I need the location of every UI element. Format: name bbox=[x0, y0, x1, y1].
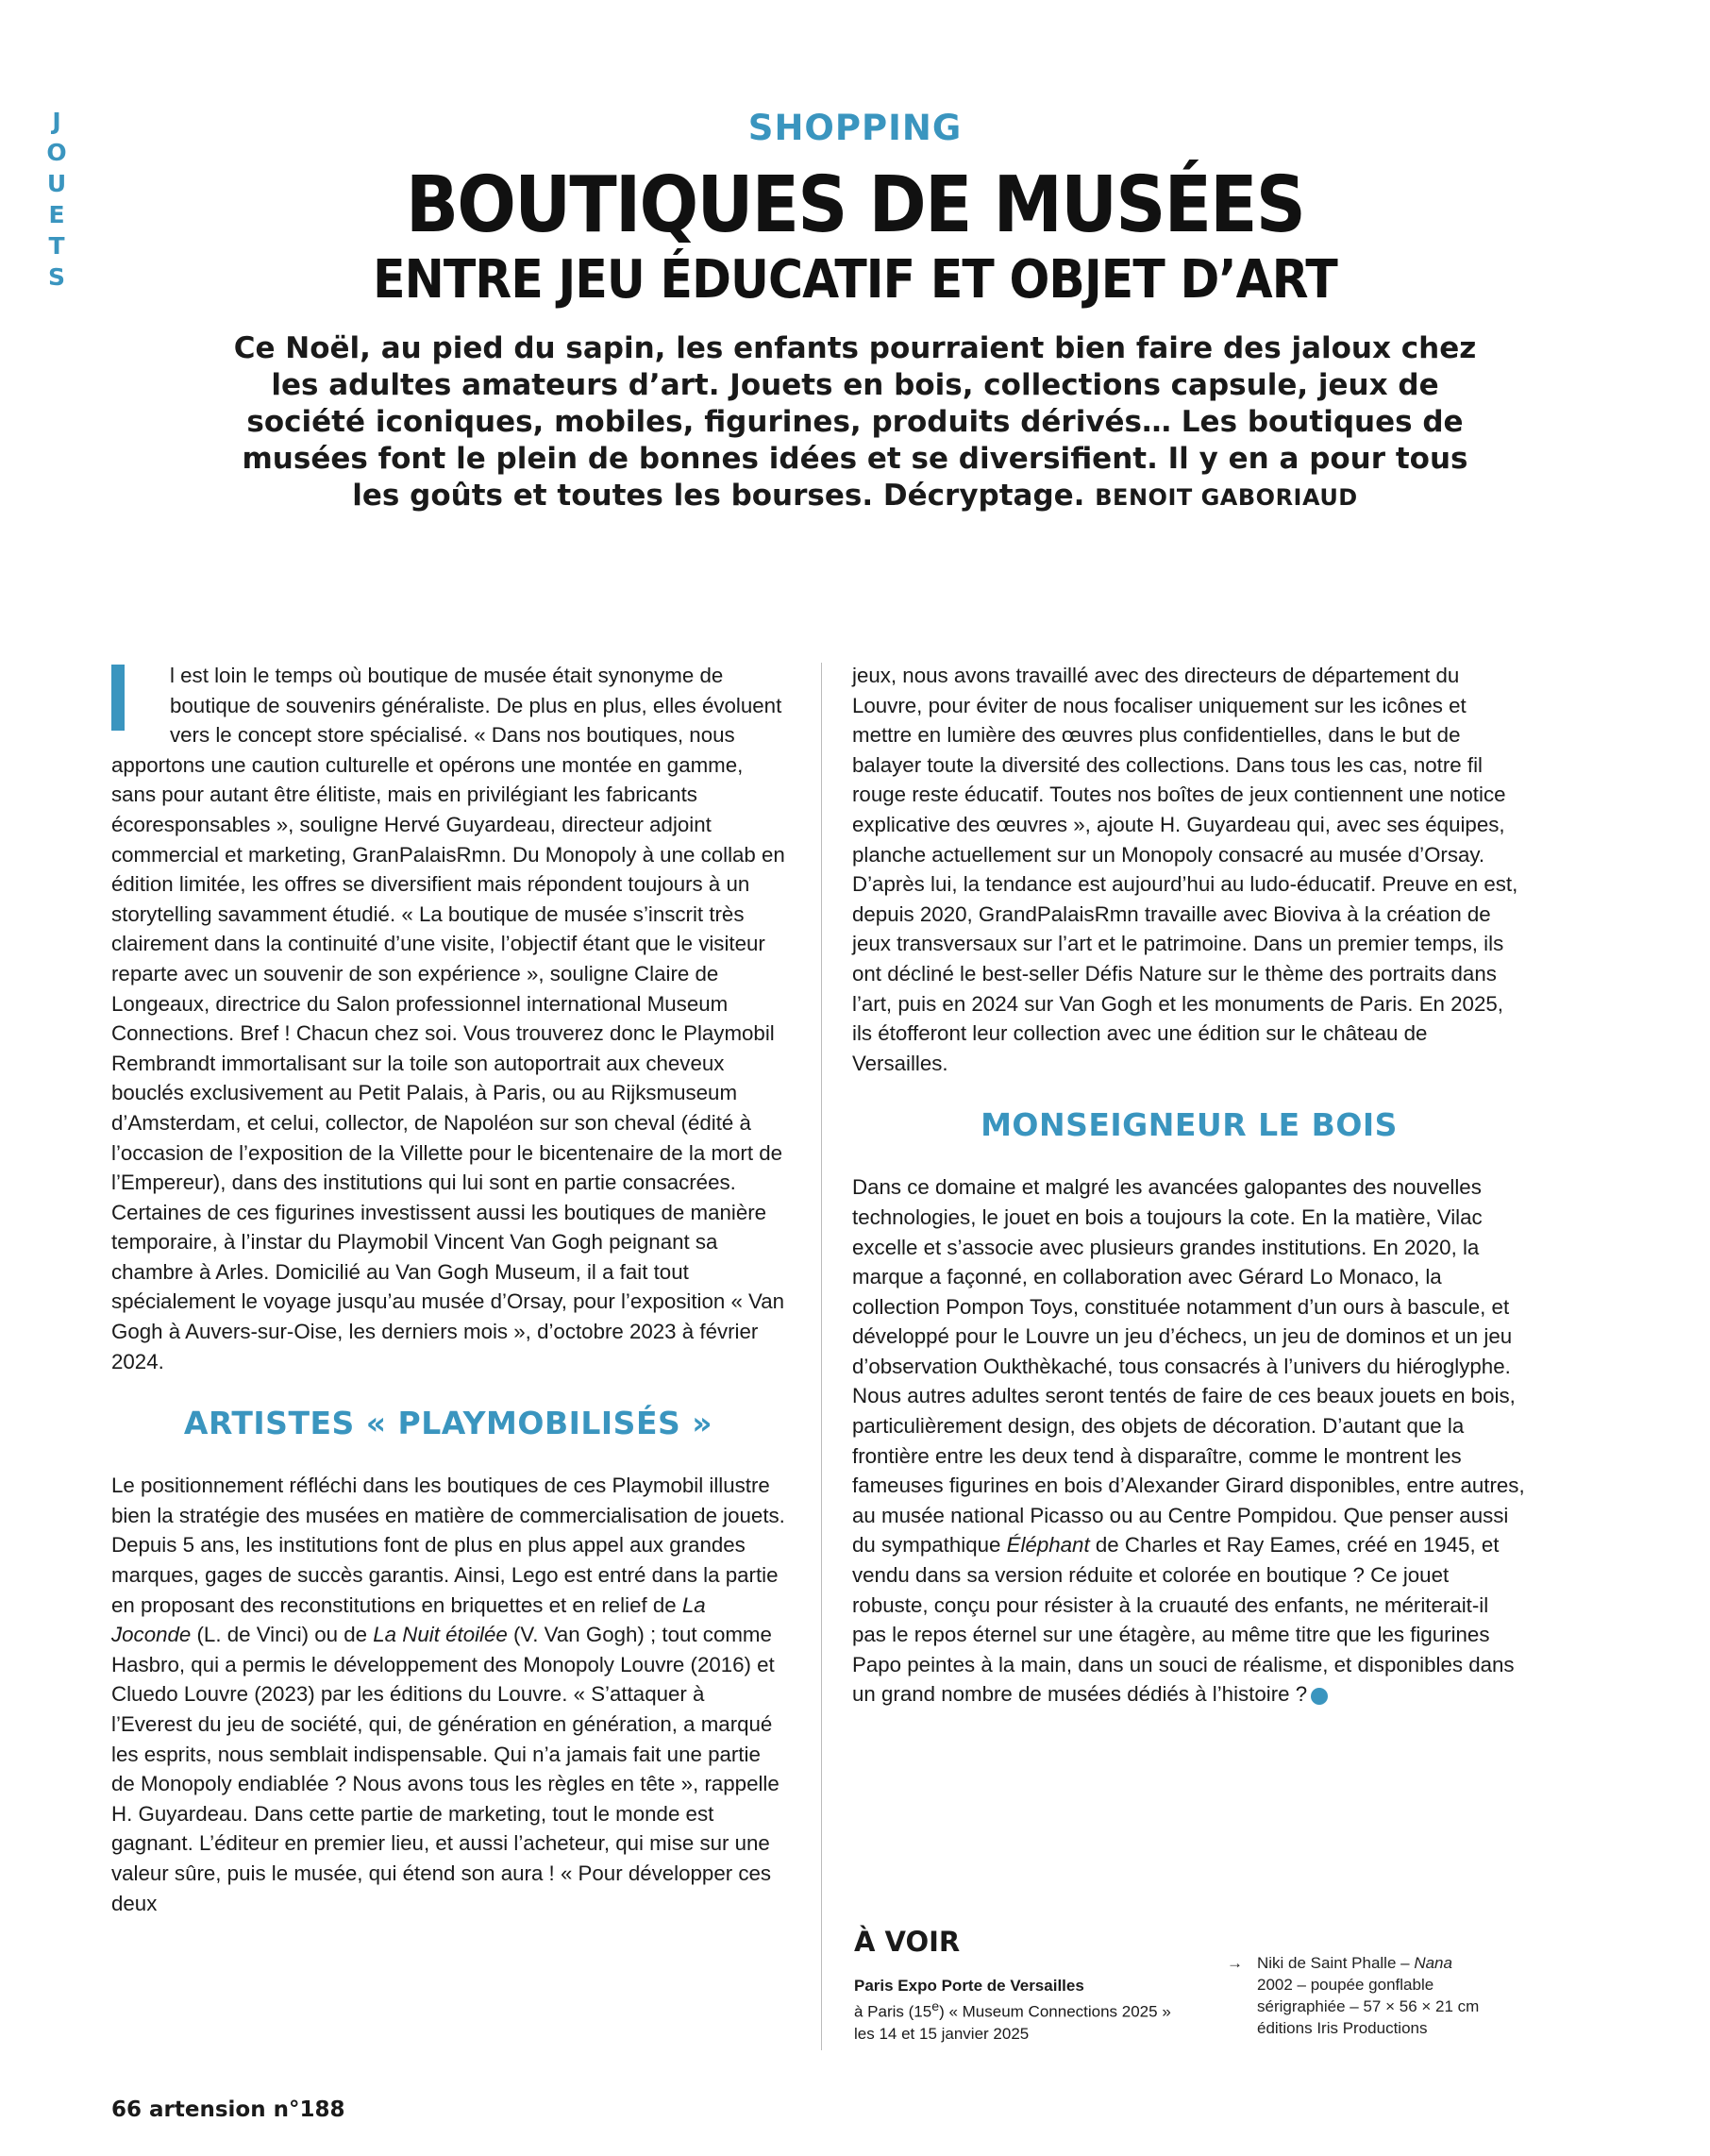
body-text: l est loin le temps où boutique de musée était synonyme de boutique de souvenirs généraliste. De plus en plus, elles évoluent vers le concept store spécialisé. « Dans nos boutiques, nous apportons une caution culturelle et opérons une montée en gamme, sans pour autant être élitiste, mais en privilégiant les fabricants écoresponsables », souligne Hervé Guyardeau, directeur adjoint commercial et marketing, GranPalaisRmn. Du Monopoly à une collab en édition limitée, les offres se diversifient mais répondent toujours à un storytelling savamment étudié. « La boutique de musée s’inscrit très clairement dans la continuité d’une visite, l’objectif étant que le visiteur reparte avec un souvenir de son expérience », souligne Claire de Longeaux, directrice du Salon professionnel international Museum Connections. Bref ! Chacun chez soi. Vous trouverez donc le Playmobil Rembrandt immortalisant sur la toile son autoportrait aux cheveux bouclés exclusivement au Petit Palais, à Paris, ou au Rijksmuseum d’Amsterdam, et celui, collector, de Napoléon sur son cheval (édité à l’occasion de l’exposition de la Villette pour le bicentenaire de la mort de l’Empereur), dans des institutions qui lui sont en partie consacrées. Certaines de ces figurines investissent aussi les boutiques de manière temporaire, à l’instar du Playmobil Vincent Van Gogh peignant sa chambre à Arles. Domicilié au Van Gogh Museum, il a fait tout spécialement le voyage jusqu’au musée d’Orsay, pour l’exposition « Van Gogh à Auvers-sur-Oise, les derniers mois », d’octobre 2023 à février 2024. bbox=[111, 664, 785, 1373]
section-tab-letter: U bbox=[46, 170, 67, 197]
section-tab-letter: O bbox=[46, 139, 67, 166]
a-voir-title: À VOIR bbox=[854, 1926, 961, 1958]
a-voir-detail-sup: e bbox=[931, 1999, 940, 2014]
body-text: jeux, nous avons travaillé avec des directeurs de département du Louvre, pour éviter de nous focaliser uniquement sur les icônes et mettre en lumière des œuvres plus confidentielles, dans le but de balayer toute la diversité des collections. Dans tous les cas, notre fil rouge reste éducatif. Toutes nos boîtes de jeux contiennent une notice explicative des œuvres », ajoute H. Guyardeau qui, avec ses équipes, planche actuellement sur un Monopoly consacré au musée d’Orsay. D’après lui, la tendance est aujourd’hui au ludo-éducatif. Preuve en est, depuis 2020, GrandPalaisRmn travaille avec Bioviva à la création de jeux transversaux sur l’art et le patrimoine. Dans un premier temps, ils ont décliné le best-seller Défis Nature sur le thème des portraits dans l’art, puis en 2024 sur Van Gogh et les monuments de Paris. En 2025, ils étofferont leur collection avec une édition sur le château de Versailles. bbox=[852, 664, 1518, 1075]
body-paragraph bbox=[111, 1471, 785, 1918]
section-kicker: SHOPPING bbox=[747, 108, 963, 148]
a-voir-detail-text: à Paris (15 bbox=[854, 2002, 932, 2021]
subhead-artistes: ARTISTES « PLAYMOBILISÉS » bbox=[183, 1405, 713, 1442]
caption-line bbox=[1257, 1952, 1538, 1974]
end-of-article-dot-icon bbox=[1311, 1688, 1328, 1705]
lede-paragraph bbox=[226, 330, 1484, 516]
a-voir-venue: Paris Expo Porte de Versailles bbox=[854, 1977, 1084, 1995]
artwork-title: La Nuit étoilée bbox=[373, 1623, 508, 1647]
column-divider bbox=[821, 663, 822, 2050]
arrow-right-icon: → bbox=[1227, 1954, 1243, 1972]
body-text: de Charles et Ray Eames, créé en 1945, et vendu dans sa version réduite et colorée en boutique ? Ce jouet robuste, conçu pour résister à la cruauté des enfants, ne mériterait-il pas le repos éternel sur une étagère, au même titre que les figurines Papo peintes à la main, dans un souci de réalisme, et disponibles dans un grand nombre de musées dédiés à l’histoire ? bbox=[852, 1533, 1515, 1707]
body-text: Le positionnement réfléchi dans les boutiques de ces Playmobil illustre bien la stratégie des musées en matière de commercialisation de jouets. Depuis 5 ans, les institutions font de plus en plus appel aux grandes marques, gages de succès garantis. Ainsi, Lego est entré dans la partie en proposant des reconstitutions en briquettes et en relief de bbox=[111, 1474, 785, 1617]
page-title: BOUTIQUES DE MUSÉES bbox=[405, 160, 1305, 250]
body-text: (L. de Vinci) ou de bbox=[191, 1623, 374, 1647]
section-tab-letter: T bbox=[48, 232, 65, 260]
caption-line: sérigraphiée – 57 × 56 × 21 cm bbox=[1257, 1997, 1480, 2015]
author-byline: BENOIT GABORIAUD bbox=[1095, 484, 1358, 511]
body-paragraph bbox=[111, 661, 785, 1376]
artwork-title: Éléphant bbox=[1006, 1533, 1090, 1558]
artwork-title: La Joconde bbox=[111, 1592, 706, 1647]
section-tab-letter: J bbox=[52, 108, 61, 135]
section-tab-letter: E bbox=[48, 201, 65, 228]
section-tab-letter: S bbox=[47, 263, 65, 291]
body-text: Dans ce domaine et malgré les avancées galopantes des nouvelles technologies, le jouet en bois a toujours la cote. En la matière, Vilac excelle et s’associe avec plusieurs grandes institutions. En 2020, la marque a façonné, en collaboration avec Gérard Lo Monaco, la collection Pompon Toys, constituée notamment d’un ours à bascule, et développé pour le Louvre un jeu d’échecs, un jeu de dominos et un jeu d’observation Oukthèkaché, tous consacrés à l’univers du hiéroglyphe. Nous autres adultes seront tentés de faire de ces beaux jouets en bois, particulièrement design, des objets de décoration. D’autant que la frontière entre les deux tend à disparaître, comme le montrent les fameuses figurines en bois d’Alexander Girard disponibles, entre autres, au musée national Picasso ou au Centre Pompidou. Que penser aussi du sympathique bbox=[852, 1175, 1525, 1558]
a-voir-detail-text: ) « Museum Connections 2025 » les 14 et 15 janvier 2025 bbox=[854, 2002, 1171, 2043]
caption-line: 2002 – poupée gonflable bbox=[1257, 1976, 1434, 1994]
caption-line: éditions Iris Productions bbox=[1257, 2019, 1428, 2037]
lede-text: Ce Noël, au pied du sapin, les enfants pourraient bien faire des jaloux chez les adultes amateurs d’art. Jouets en bois, collections capsule, jeux de société iconiques, mobiles, figurines, produits dérivés… Les boutiques de musées font le plein de bonnes idées et se diversifient. Il y en a pour tous les goûts et toutes les bourses. Décryptage. bbox=[233, 331, 1477, 513]
drop-cap-bar bbox=[111, 665, 125, 731]
page-subtitle: ENTRE JEU ÉDUCATIF ET OBJET D’ART bbox=[373, 249, 1337, 311]
subhead-monseigneur: MONSEIGNEUR LE BOIS bbox=[981, 1106, 1398, 1144]
image-caption bbox=[1227, 1952, 1538, 2039]
caption-work-title: Nana bbox=[1414, 1954, 1452, 1972]
article-column-left bbox=[111, 661, 785, 1918]
body-text: (V. Van Gogh) ; tout comme Hasbro, qui a permis le développement des Monopoly Louvre (2016) et Cluedo Louvre (2023) par les éditions du Louvre. « S’attaquer à l’Everest du jeu de société, qui, de génération en génération, a marqué les esprits, nous semblait indispensable. Qui n’a jamais fait une partie de Monopoly endiablée ? Nous avons tous les règles en tête », rappelle H. Guyardeau. Dans cette partie de marketing, tout le monde est gagnant. L’éditeur en premier lieu, et aussi l’acheteur, qui mise sur une valeur sûre, puis le musée, qui étend son aura ! « Pour développer ces deux bbox=[111, 1623, 780, 1915]
caption-artist: Niki de Saint Phalle – bbox=[1257, 1954, 1415, 1972]
body-paragraph bbox=[852, 661, 1526, 1078]
page-folio: 66 artension n°188 bbox=[111, 2097, 345, 2122]
a-voir-box bbox=[854, 1926, 1175, 2045]
a-voir-detail bbox=[854, 1996, 1175, 2045]
body-paragraph bbox=[852, 1172, 1526, 1710]
article-column-right bbox=[852, 661, 1526, 1710]
